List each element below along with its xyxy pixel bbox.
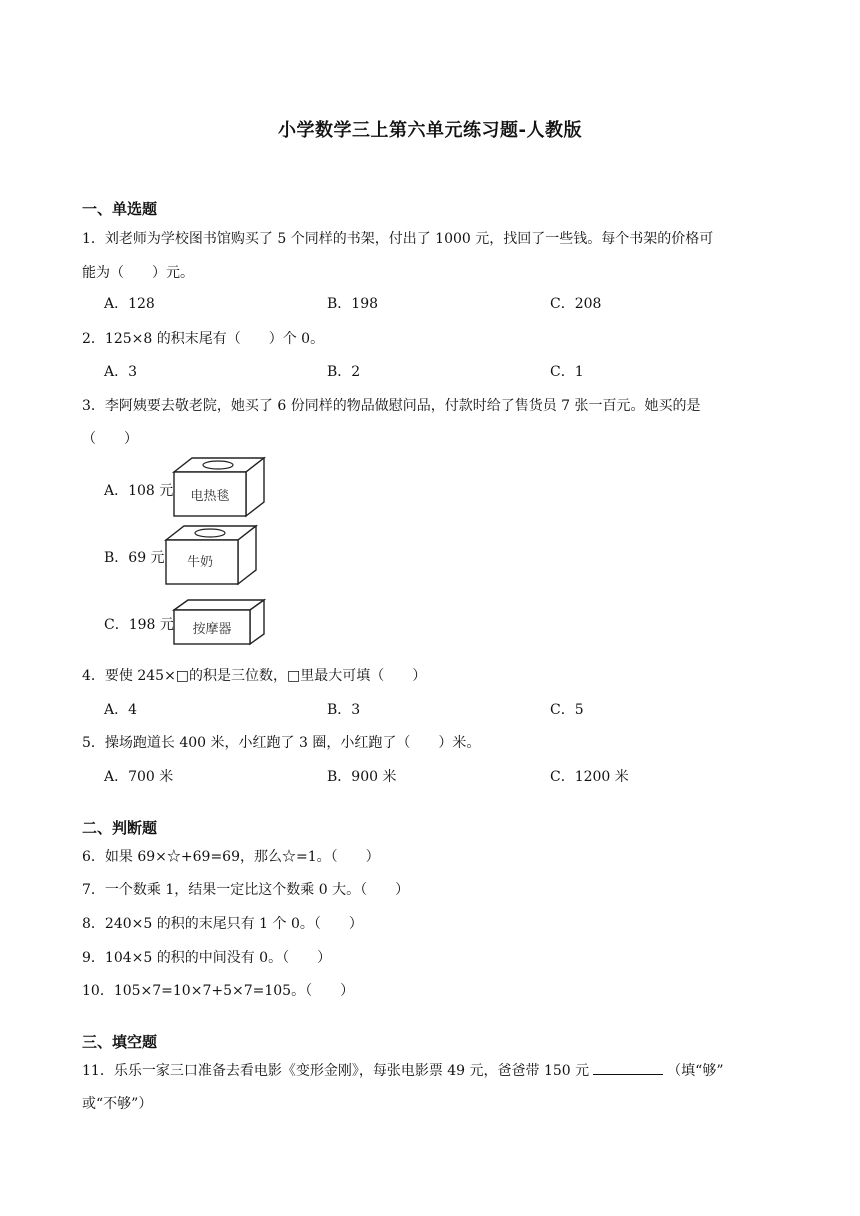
section-heading-fill-blank: 三、填空题 bbox=[82, 1033, 158, 1051]
question-2-text: 2．125×8 的积末尾有（ ）个 0。 bbox=[82, 331, 325, 347]
question-1-text: 1．刘老师为学校图书馆购买了 5 个同样的书架，付出了 1000 元，找回了一些钱。每个书架的价格可 bbox=[82, 231, 714, 247]
answer-blank[interactable] bbox=[593, 1060, 663, 1075]
question-4-option-a[interactable]: A．4 bbox=[104, 702, 138, 718]
question-5-option-a[interactable]: A．700 米 bbox=[104, 769, 174, 785]
question-2-option-c[interactable]: C．1 bbox=[550, 364, 584, 380]
section-heading-true-false: 二、判断题 bbox=[82, 819, 158, 837]
question-4-text: 4．要使 245×□的积是三位数，□里最大可填（ ） bbox=[82, 668, 427, 684]
question-3-text: 3．李阿姨要去敬老院，她买了 6 份同样的物品做慰问品，付款时给了售货员 7 张一百元。她买的是 bbox=[82, 398, 701, 414]
box-label-text: 按摩器 bbox=[192, 622, 232, 637]
electric-blanket-box-image bbox=[172, 456, 268, 518]
question-1-option-b[interactable]: B．198 bbox=[327, 296, 379, 312]
question-5-option-c[interactable]: C．1200 米 bbox=[550, 769, 629, 785]
question-7-text: 7．一个数乘 1，结果一定比这个数乘 0 大。（ ） bbox=[82, 882, 410, 898]
question-3-text-cont: （ ） bbox=[82, 431, 138, 447]
question-11-text-cont: 或“不够”） bbox=[82, 1096, 153, 1112]
question-5-text: 5．操场跑道长 400 米，小红跑了 3 圈，小红跑了（ ）米。 bbox=[82, 735, 481, 751]
box-label-text: 牛奶 bbox=[186, 555, 214, 570]
question-8-text: 8．240×5 的积的末尾只有 1 个 0。（ ） bbox=[82, 916, 363, 932]
question-11-text-part1: 11．乐乐一家三口准备去看电影《变形金刚》，每张电影票 49 元，爸爸带 150 元 bbox=[82, 1063, 590, 1079]
question-11-text bbox=[82, 1060, 723, 1080]
question-3-option-c[interactable]: C．198 元 bbox=[104, 617, 174, 633]
question-9-text: 9．104×5 的积的中间没有 0。（ ） bbox=[82, 950, 332, 966]
milk-box-image bbox=[164, 524, 260, 586]
question-1-text-cont: 能为（ ）元。 bbox=[82, 265, 194, 281]
question-2-option-b[interactable]: B．2 bbox=[327, 364, 361, 380]
question-3-option-b[interactable]: B．69 元 bbox=[104, 550, 165, 566]
question-11-text-part2: （填“够” bbox=[667, 1063, 724, 1079]
question-2-option-a[interactable]: A．3 bbox=[104, 364, 138, 380]
question-1-option-c[interactable]: C．208 bbox=[550, 296, 602, 312]
question-1-option-a[interactable]: A．128 bbox=[104, 296, 155, 312]
question-4-option-c[interactable]: C．5 bbox=[550, 702, 584, 718]
box-label-text: 电热毯 bbox=[190, 489, 230, 504]
question-6-text: 6．如果 69×☆+69=69，那么☆=1。（ ） bbox=[82, 849, 380, 865]
question-5-option-b[interactable]: B．900 米 bbox=[327, 769, 397, 785]
section-heading-single-choice: 一、单选题 bbox=[82, 200, 158, 218]
massager-box-image bbox=[172, 598, 268, 646]
question-4-option-b[interactable]: B．3 bbox=[327, 702, 361, 718]
question-10-text: 10．105×7=10×7+5×7=105。（ ） bbox=[82, 983, 355, 999]
document-title: 小学数学三上第六单元练习题-人教版 bbox=[278, 120, 582, 141]
question-3-option-a[interactable]: A．108 元 bbox=[104, 483, 174, 499]
